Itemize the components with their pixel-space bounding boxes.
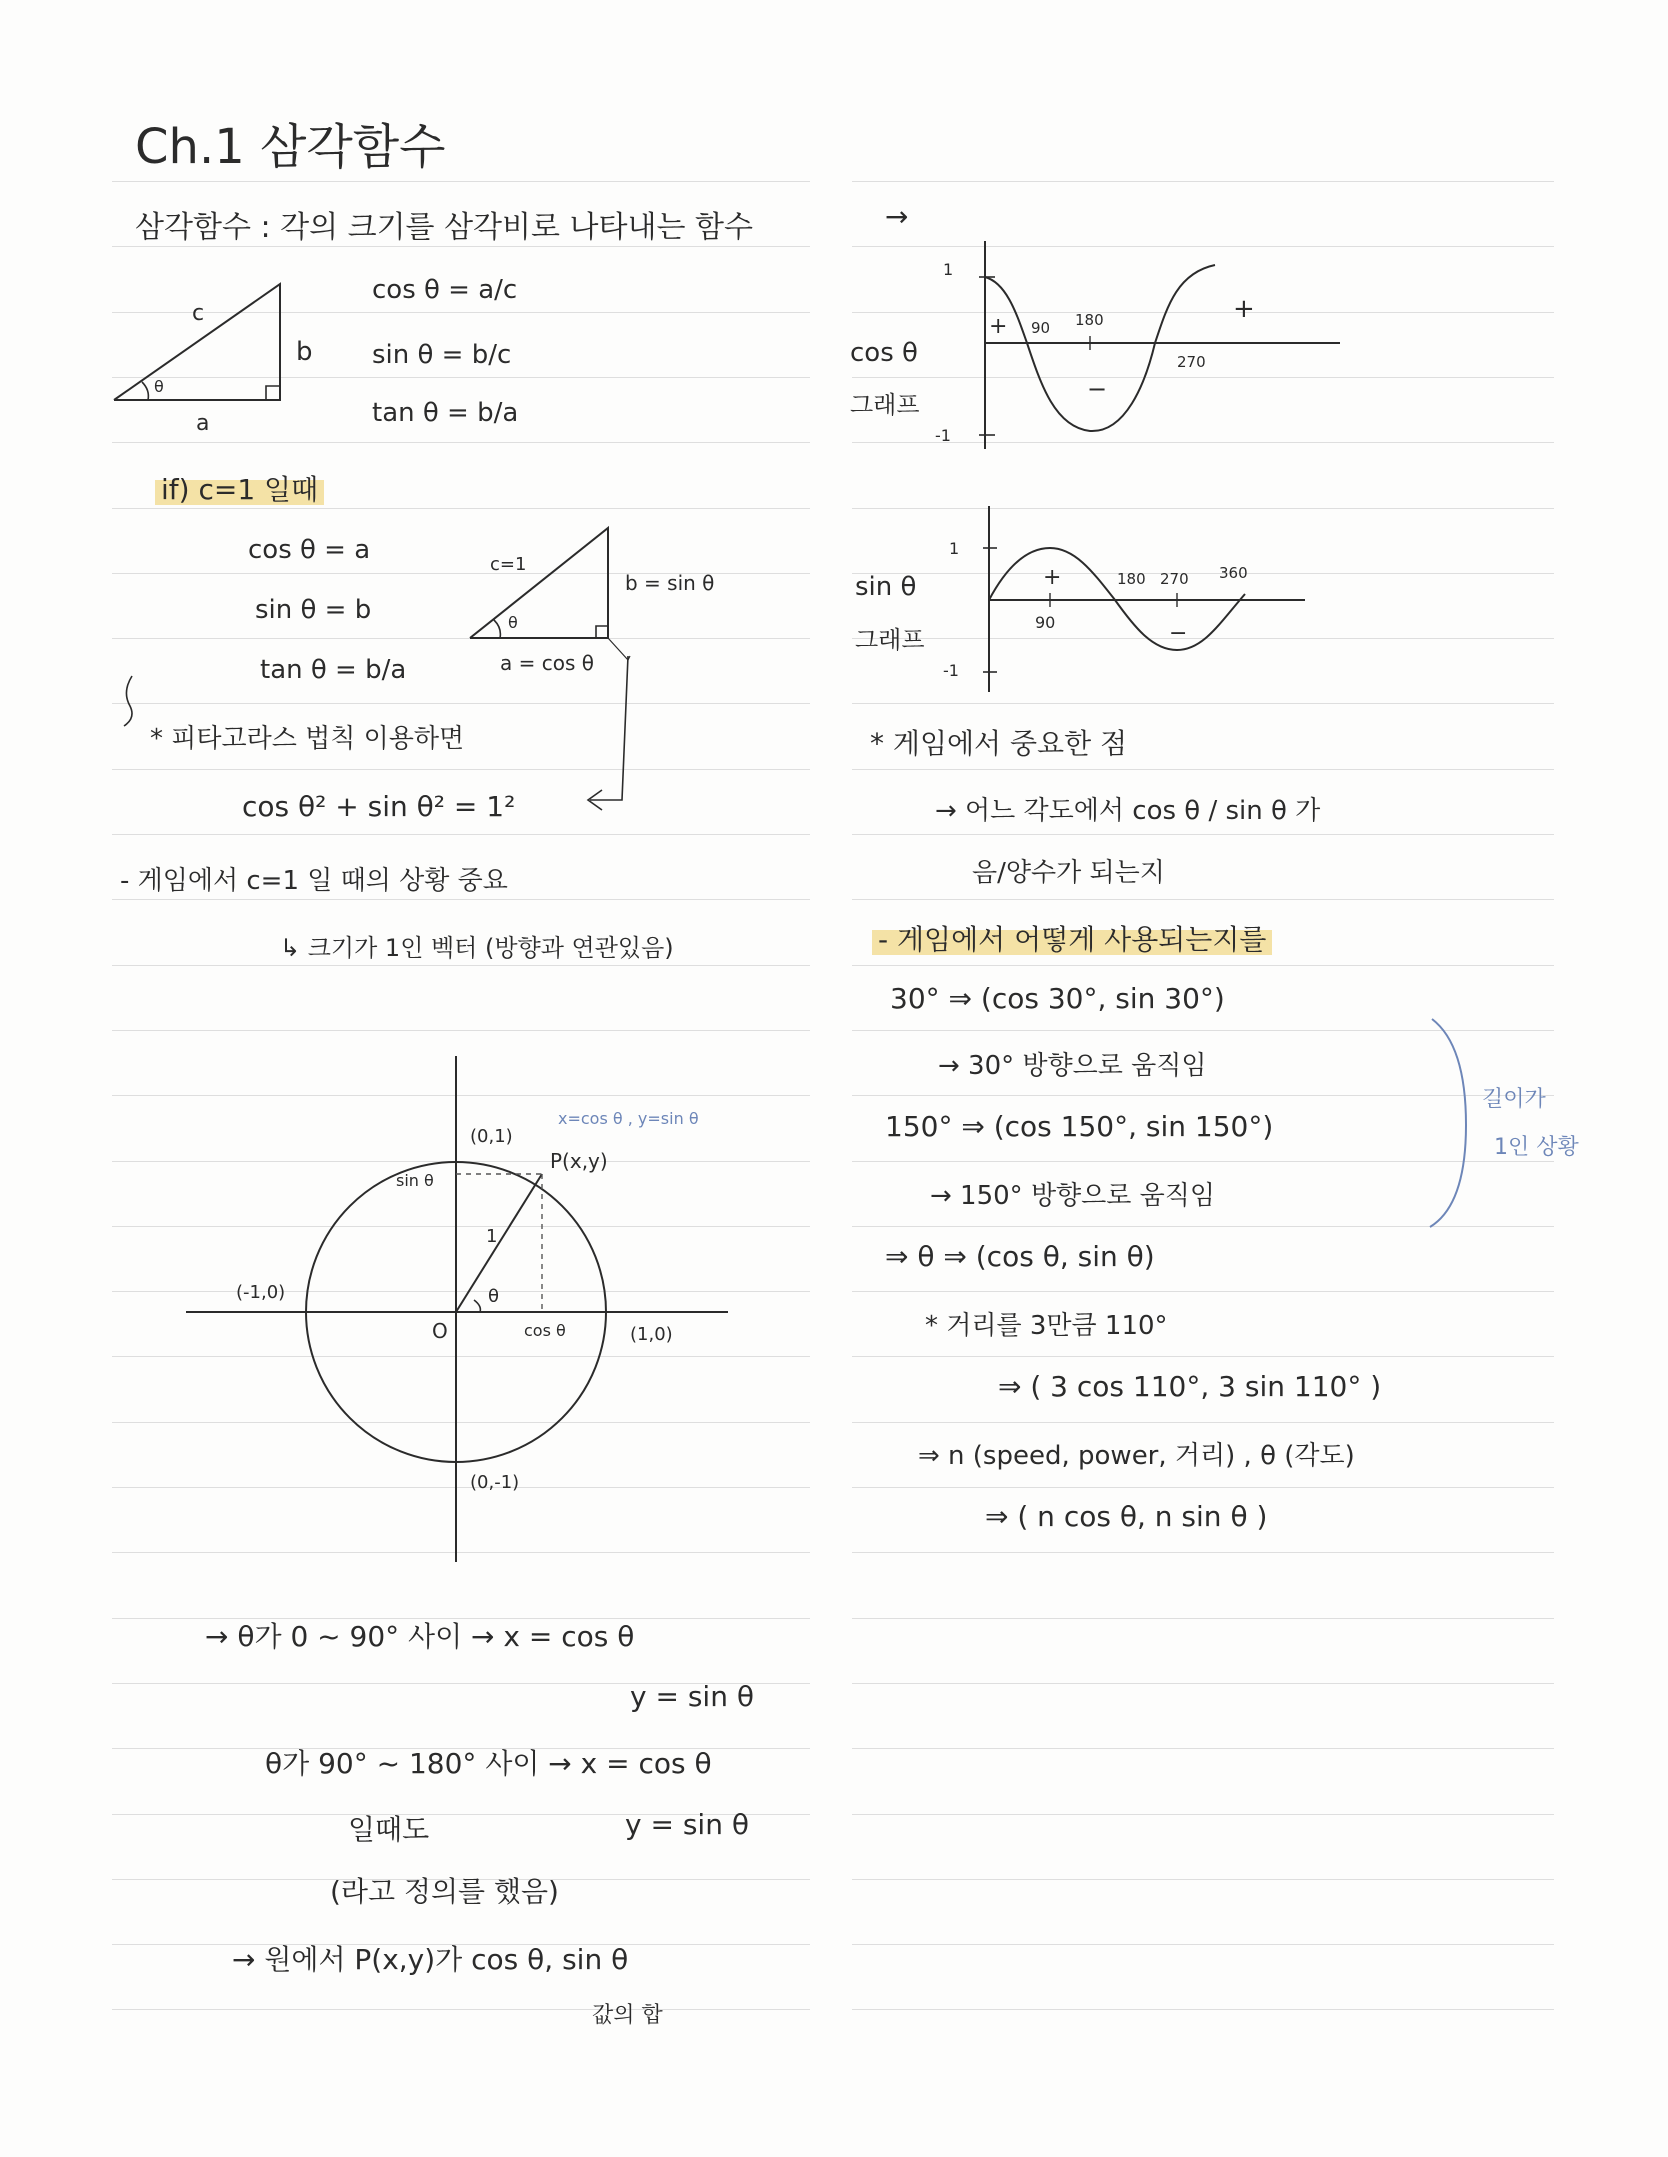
rule-line-left bbox=[112, 246, 810, 247]
rule-line-right bbox=[852, 1748, 1554, 1749]
circle-label-bottom: (0,-1) bbox=[470, 1472, 520, 1493]
tri2-label-a: a = cos θ bbox=[500, 651, 594, 675]
pythagoras-eq: cos θ² + sin θ² = 1² bbox=[242, 790, 516, 823]
circle-label-left: (-1,0) bbox=[236, 1282, 286, 1303]
bottom-line-3: θ가 90° ~ 180° 사이 → x = cos θ bbox=[265, 1747, 712, 1780]
cos-t90: 90 bbox=[1031, 319, 1051, 337]
rule-line-right bbox=[852, 1814, 1554, 1815]
rule-line-left bbox=[112, 2009, 810, 2010]
rule-line-right bbox=[852, 1944, 1554, 1945]
circle-label-cos: cos θ bbox=[524, 1321, 566, 1340]
important-line-2: 음/양수가 되는지 bbox=[972, 858, 1165, 888]
how-line-1: 30° ⇒ (cos 30°, sin 30°) bbox=[890, 982, 1225, 1015]
bottom-line-2: y = sin θ bbox=[630, 1680, 754, 1713]
hook-arrow bbox=[118, 672, 148, 732]
how-line-5: ⇒ θ ⇒ (cos θ, sin θ) bbox=[885, 1240, 1155, 1273]
rule-line-right bbox=[852, 2009, 1554, 2010]
rule-line-right bbox=[852, 1618, 1554, 1619]
rule-line-right bbox=[852, 1683, 1554, 1684]
how-line-7: ⇒ ( 3 cos 110°, 3 sin 110° ) bbox=[998, 1370, 1382, 1403]
circle-label-point: P(x,y) bbox=[550, 1149, 608, 1173]
sin-t270: 270 bbox=[1160, 570, 1189, 588]
rule-line-left bbox=[112, 899, 810, 900]
rule-line-right bbox=[852, 1291, 1554, 1292]
bottom-line-4: 일때도 bbox=[348, 1813, 430, 1846]
how-line-2: → 30° 방향으로 움직임 bbox=[938, 1051, 1207, 1081]
rule-line-right bbox=[852, 1422, 1554, 1423]
cos-t180: 180 bbox=[1075, 311, 1104, 329]
sin-y1: 1 bbox=[949, 539, 960, 558]
sin-t90: 90 bbox=[1035, 613, 1056, 632]
ratio-sin: sin θ = b/c bbox=[372, 340, 512, 370]
sin-t180: 180 bbox=[1117, 570, 1146, 588]
cos-ym1: -1 bbox=[935, 426, 951, 445]
rule-line-right bbox=[852, 1879, 1554, 1880]
cos-graph-label2: 그래프 bbox=[850, 391, 920, 419]
cos-plus2: + bbox=[1233, 294, 1255, 324]
how-line-4: → 150° 방향으로 움직임 bbox=[930, 1181, 1216, 1211]
circle-label-radius: 1 bbox=[486, 1226, 498, 1247]
bottom-line-7: → 원에서 P(x,y)가 cos θ, sin θ bbox=[232, 1943, 629, 1976]
game-sub: ↳ 크기가 1인 벡터 (방향과 연관있음) bbox=[280, 934, 674, 962]
unit-eq-sin: sin θ = b bbox=[255, 595, 372, 625]
how-line-9: ⇒ ( n cos θ, n sin θ ) bbox=[985, 1500, 1268, 1533]
sin-t360: 360 bbox=[1219, 564, 1248, 582]
rule-line-left bbox=[112, 181, 810, 182]
game-note: - 게임에서 c=1 일 때의 상황 중요 bbox=[120, 866, 508, 896]
rule-line-left bbox=[112, 834, 810, 835]
cos-y1: 1 bbox=[943, 260, 954, 279]
tri1-label-a: a bbox=[196, 411, 210, 436]
sin-graph bbox=[945, 500, 1345, 700]
cos-graph bbox=[935, 235, 1345, 455]
rule-line-left bbox=[112, 769, 810, 770]
rule-line-right bbox=[852, 899, 1554, 900]
cos-graph-label: cos θ bbox=[850, 338, 918, 368]
definition-line: 삼각함수 : 각의 크기를 삼각비로 나타내는 함수 bbox=[135, 210, 753, 245]
bottom-line-8: 값의 합 bbox=[592, 2003, 663, 2028]
rule-line-left bbox=[112, 1030, 810, 1031]
bracket-note-2: 1인 상황 bbox=[1494, 1135, 1579, 1160]
rule-line-right bbox=[852, 181, 1554, 182]
bottom-line-1: → θ가 0 ~ 90° 사이 → x = cos θ bbox=[205, 1620, 635, 1653]
sin-plus: + bbox=[1043, 565, 1062, 590]
rule-line-right bbox=[852, 703, 1554, 704]
tri2-label-c: c=1 bbox=[490, 554, 527, 575]
bracket-note-1: 길이가 bbox=[1482, 1087, 1546, 1112]
cos-plus1: + bbox=[989, 314, 1008, 339]
tri2-label-theta: θ bbox=[508, 613, 518, 632]
page-title: Ch.1 삼각함수 bbox=[135, 119, 446, 175]
how-line-3: 150° ⇒ (cos 150°, sin 150°) bbox=[885, 1110, 1274, 1143]
sin-minus: − bbox=[1169, 621, 1188, 646]
rule-line-right bbox=[852, 769, 1554, 770]
circle-label-top: (0,1) bbox=[470, 1126, 513, 1147]
important-heading: * 게임에서 중요한 점 bbox=[870, 727, 1128, 760]
sin-graph-label2: 그래프 bbox=[855, 626, 925, 654]
rule-line-left bbox=[112, 703, 810, 704]
how-heading: - 게임에서 어떻게 사용되는지를 bbox=[872, 918, 1272, 958]
circle-label-origin: O bbox=[432, 1319, 448, 1343]
rule-line-right bbox=[852, 965, 1554, 966]
curly-bracket bbox=[1420, 1015, 1480, 1235]
unit-eq-tan: tan θ = b/a bbox=[260, 655, 407, 685]
tri1-label-c: c bbox=[192, 301, 205, 326]
if-heading: if) c=1 일때 bbox=[155, 468, 324, 508]
circle-label-theta: θ bbox=[488, 1286, 500, 1307]
rule-line-right bbox=[852, 1487, 1554, 1488]
sin-graph-label: sin θ bbox=[855, 572, 917, 602]
important-line-1: → 어느 각도에서 cos θ / sin θ 가 bbox=[935, 796, 1321, 826]
circle-note: x=cos θ , y=sin θ bbox=[558, 1109, 699, 1128]
right-triangle-diagram bbox=[110, 270, 340, 436]
rule-line-right bbox=[852, 834, 1554, 835]
unit-circle-diagram bbox=[180, 1050, 740, 1570]
tri1-label-theta: θ bbox=[154, 377, 164, 396]
bottom-line-5: y = sin θ bbox=[625, 1808, 749, 1841]
how-line-8: ⇒ n (speed, power, 거리) , θ (각도) bbox=[918, 1441, 1355, 1471]
rule-line-left bbox=[112, 442, 810, 443]
connector-arrow bbox=[570, 650, 670, 820]
unit-eq-cos: cos θ = a bbox=[248, 535, 371, 565]
cos-minus: − bbox=[1087, 375, 1108, 403]
pythagoras-note: * 피타고라스 법칙 이용하면 bbox=[150, 724, 465, 754]
circle-label-sin: sin θ bbox=[396, 1171, 434, 1190]
circle-label-right: (1,0) bbox=[630, 1324, 673, 1345]
rule-line-right bbox=[852, 1356, 1554, 1357]
rule-line-left bbox=[112, 965, 810, 966]
tri1-label-b: b bbox=[296, 337, 313, 367]
ratio-tan: tan θ = b/a bbox=[372, 398, 519, 428]
sin-ym1: -1 bbox=[943, 661, 959, 680]
tri2-label-b: b = sin θ bbox=[625, 571, 715, 595]
bottom-line-6: (라고 정의를 했음) bbox=[330, 1875, 559, 1908]
how-line-6: * 거리를 3만큼 110° bbox=[925, 1311, 1168, 1341]
right-arrow: → bbox=[885, 200, 909, 233]
ratio-cos: cos θ = a/c bbox=[372, 275, 518, 305]
rule-line-right bbox=[852, 1552, 1554, 1553]
cos-t270: 270 bbox=[1177, 353, 1206, 371]
